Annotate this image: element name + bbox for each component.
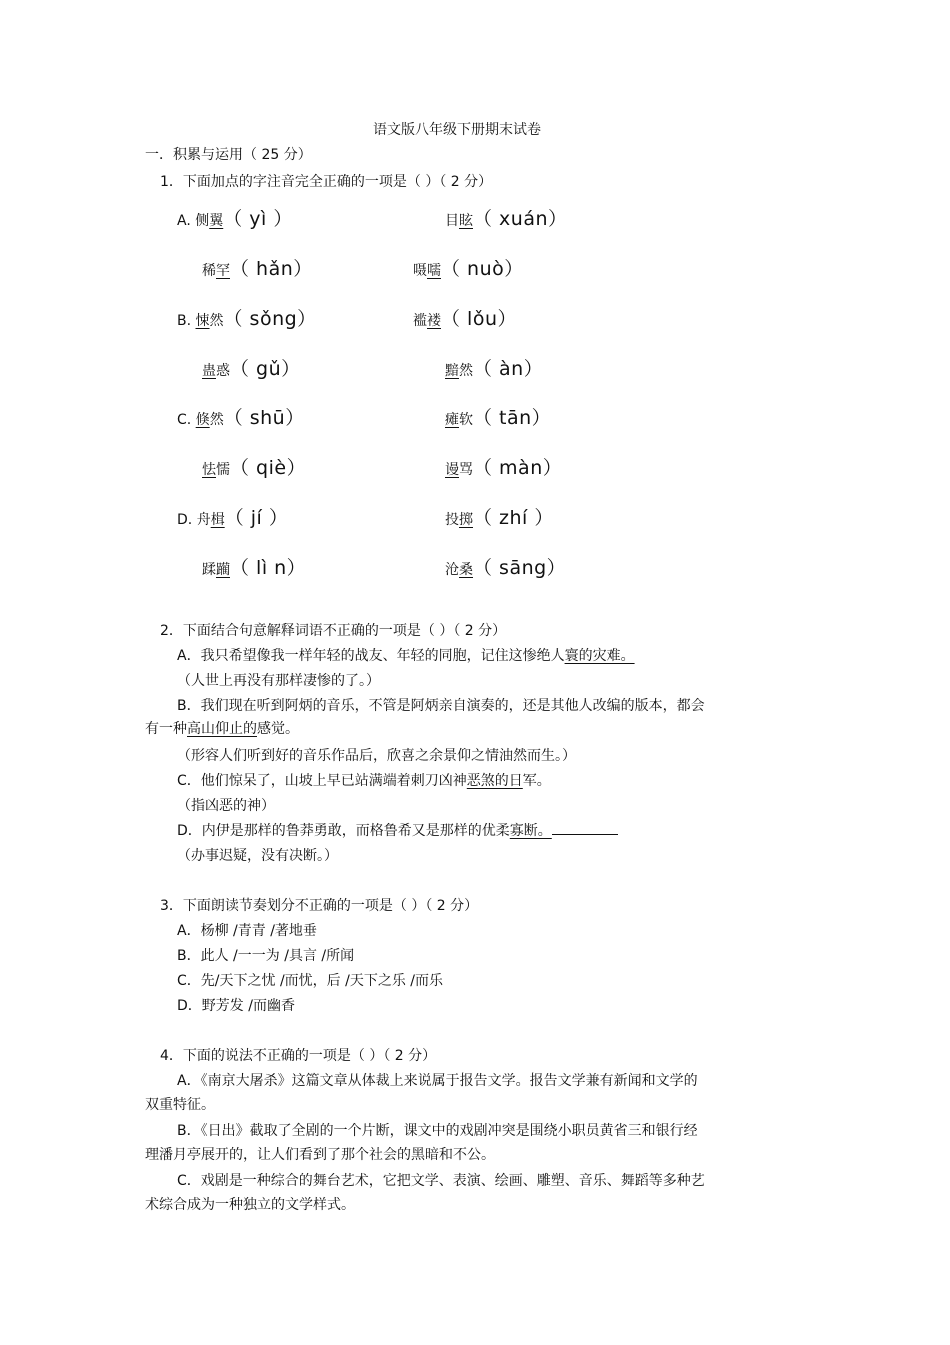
q1-option-a-word3: 稀罕（ hǎn）	[202, 258, 313, 280]
q2-option-d-explain: （办事迟疑，没有决断。）	[177, 848, 338, 864]
q1-option-d: D. 舟楫（ jí ）	[177, 507, 289, 529]
q2-option-a-explain: （人世上再没有那样凄惨的了。）	[177, 673, 380, 689]
q2-option-c: C．他们惊呆了，山坡上早已站满端着刺刀凶神恶煞的日军。	[177, 773, 551, 789]
q1-option-a-word4: 嗫嚅（ nuò）	[413, 258, 524, 280]
q4-option-a-cont: 双重特征。	[145, 1097, 215, 1113]
q1-option-a: A. 侧翼（ yì ）	[177, 208, 293, 230]
q4-option-a: A．《南京大屠杀》这篇文章从体裁上来说属于报告文学。报告文学兼有新闻和文学的	[177, 1073, 698, 1089]
q3-option-c: C．先/天下之忧 /而忧，后 /天下之乐 /而乐	[177, 973, 443, 989]
q1-option-d-word3: 蹂躏（ lì n）	[202, 557, 307, 579]
q1-option-b: B. 悚然（ sǒng）	[177, 308, 317, 330]
q2-option-c-explain: （指凶恶的神）	[177, 798, 275, 814]
q1-option-d-word2: 投掷（ zhí ）	[445, 507, 554, 529]
page-title: 语文版八年级下册期末试卷	[373, 122, 541, 138]
q1-option-b-word4: 黯然（ àn）	[445, 358, 544, 380]
q3-option-b: B．此人 /一一为 /具言 /所闻	[177, 948, 355, 964]
q2-option-d: D．内伊是那样的鲁莽勇敢，而格鲁希又是那样的优柔寡断。	[177, 822, 618, 840]
q1-option-c: C. 倏然（ shū）	[177, 407, 305, 429]
q2-option-b-cont: 有一种高山仰止的感觉。	[145, 721, 299, 737]
q2-option-a: A．我只希望像我一样年轻的战友、年轻的同胞，记住这惨绝人寰的灾难。	[177, 648, 635, 664]
q1-option-b-word3: 蛊惑（ gǔ）	[202, 358, 301, 380]
q4-option-b-cont: 理潘月亭展开的，让人们看到了那个社会的黑暗和不公。	[145, 1147, 495, 1163]
q1-option-c-word3: 怯懦（ qiè）	[202, 457, 307, 479]
q2-option-b: B．我们现在听到阿炳的音乐，不管是阿炳亲自演奏的，还是其他人改编的版本，都会	[177, 698, 705, 714]
q3-option-a: A．杨柳 /青青 /著地垂	[177, 923, 317, 939]
q3-stem: 3．下面朗读节奏划分不正确的一项是（ ）（ 2 分）	[160, 898, 479, 914]
q4-option-c-cont: 术综合成为一种独立的文学样式。	[145, 1197, 355, 1213]
section-heading: 一．积累与运用（ 25 分）	[145, 147, 312, 163]
q3-option-d: D．野芳发 /而幽香	[177, 998, 295, 1014]
q1-option-d-word4: 沧桑（ sāng）	[445, 557, 567, 579]
answer-underline	[552, 822, 618, 835]
q4-option-b: B．《日出》截取了全剧的一个片断，课文中的戏剧冲突是围绕小职员黄省三和银行经	[177, 1123, 698, 1139]
q1-option-a-word2: 目眩（ xuán）	[445, 208, 568, 230]
q1-option-c-word2: 瘫软（ tān）	[445, 407, 552, 429]
q4-stem: 4．下面的说法不正确的一项是（ ）（ 2 分）	[160, 1048, 437, 1064]
q1-option-b-word2: 褴褛（ lǒu）	[413, 308, 517, 330]
q1-stem: 1．下面加点的字注音完全正确的一项是（ ）（ 2 分）	[160, 174, 493, 190]
q1-option-c-word4: 谩骂（ màn）	[445, 457, 563, 479]
q2-stem: 2．下面结合句意解释词语不正确的一项是（ ）（ 2 分）	[160, 623, 507, 639]
q4-option-c: C．戏剧是一种综合的舞台艺术，它把文学、表演、绘画、雕塑、音乐、舞蹈等多种艺	[177, 1173, 705, 1189]
q2-option-b-explain: （形容人们听到好的音乐作品后，欣喜之余景仰之情油然而生。）	[177, 748, 576, 764]
